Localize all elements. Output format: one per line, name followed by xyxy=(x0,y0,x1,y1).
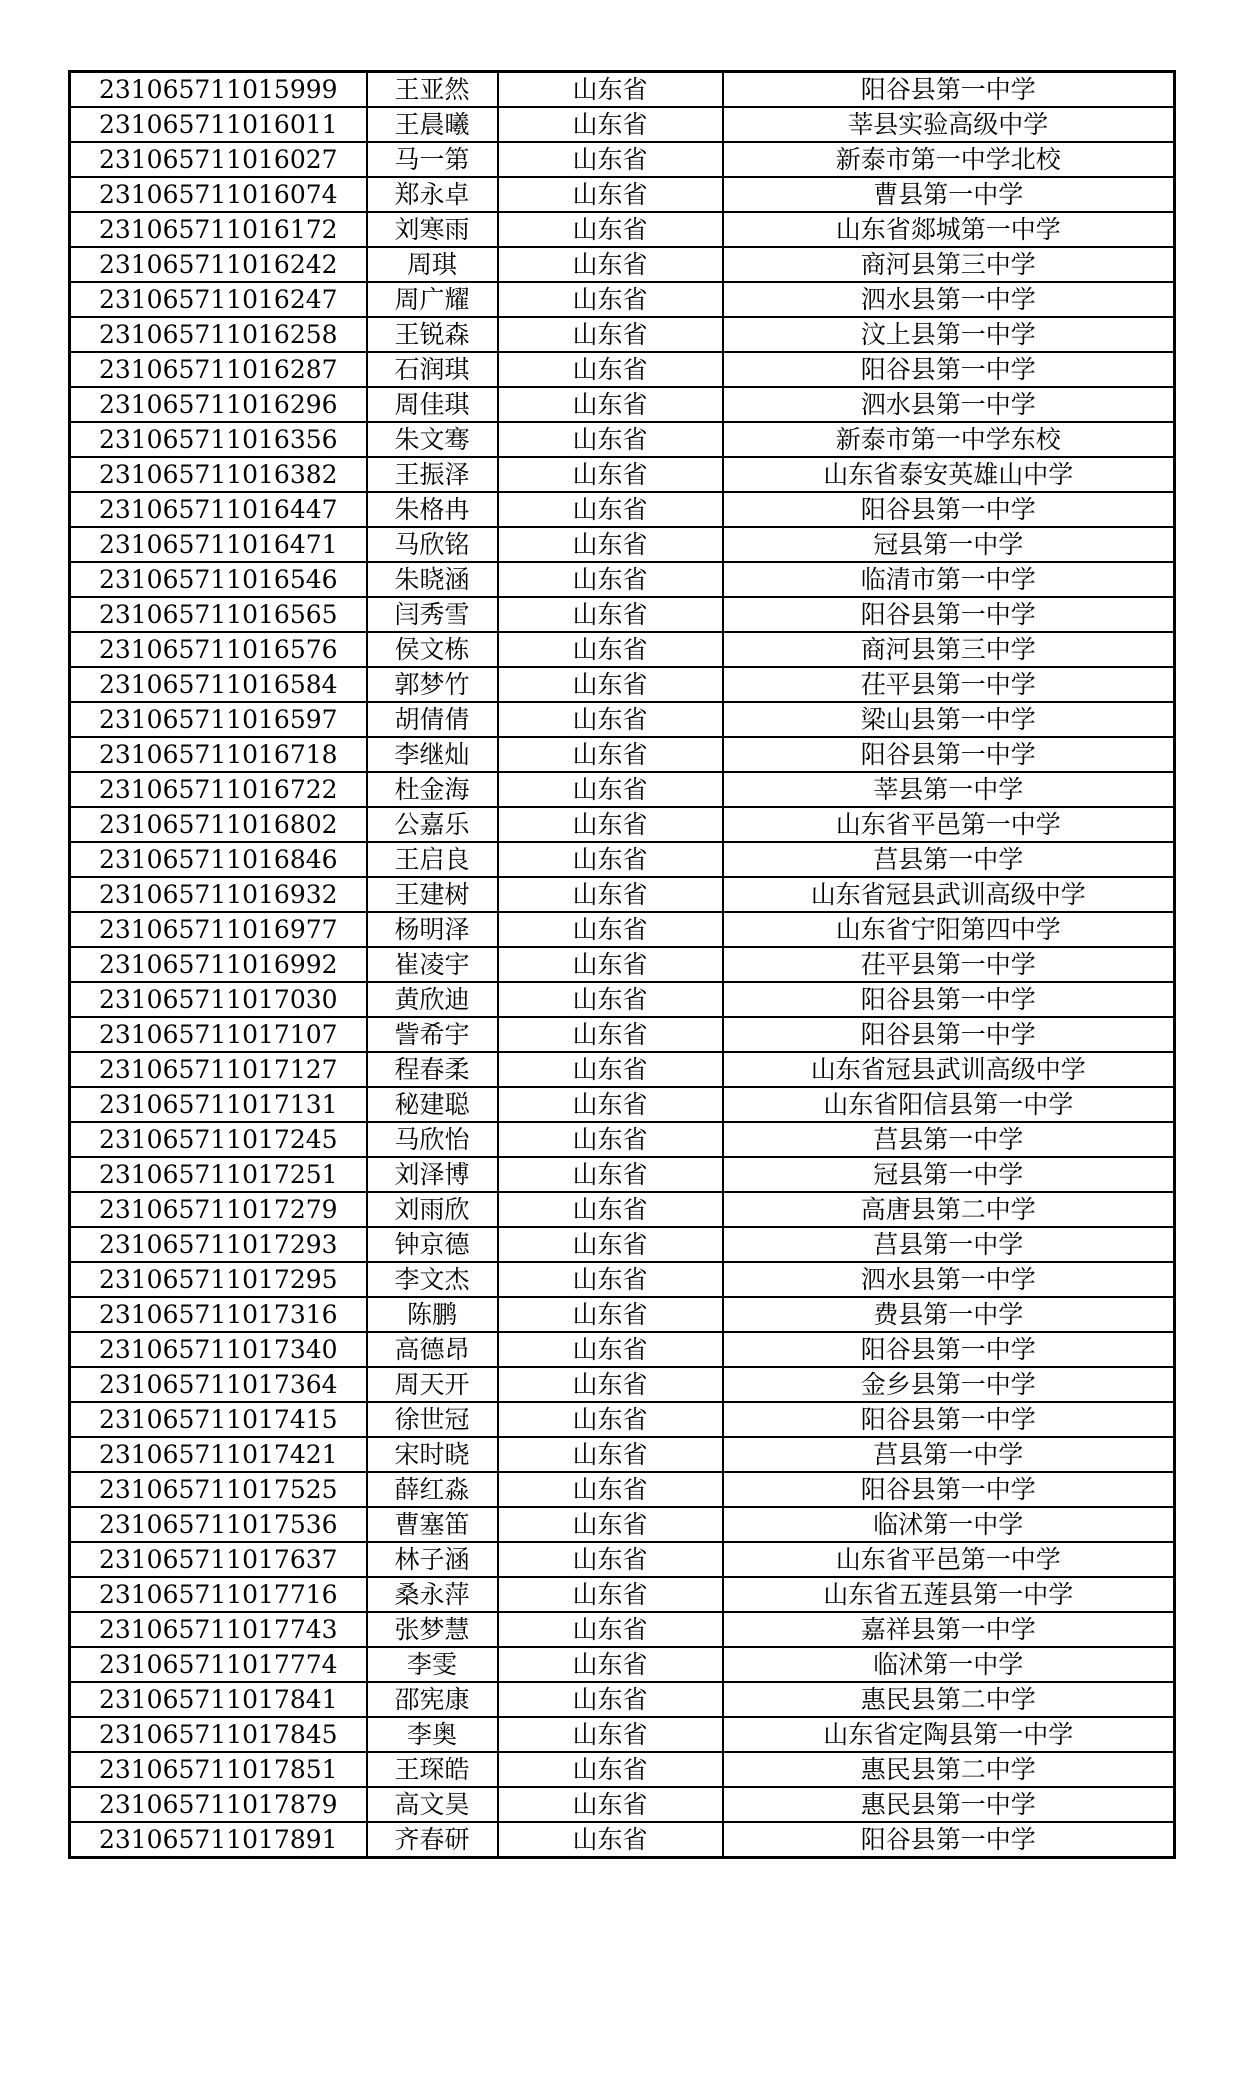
province-cell: 山东省 xyxy=(498,667,723,702)
student-name-cell: 李雯 xyxy=(367,1647,498,1682)
student-name-cell: 薛红淼 xyxy=(367,1472,498,1507)
province-cell: 山东省 xyxy=(498,1192,723,1227)
province-cell: 山东省 xyxy=(498,1052,723,1087)
candidate-id-cell: 231065711017841 xyxy=(70,1682,367,1717)
school-name-cell: 阳谷县第一中学 xyxy=(723,1017,1175,1052)
candidate-id-cell: 231065711017415 xyxy=(70,1402,367,1437)
school-name-cell: 茌平县第一中学 xyxy=(723,947,1175,982)
candidate-id-cell: 231065711017851 xyxy=(70,1752,367,1787)
candidate-id-cell: 231065711017127 xyxy=(70,1052,367,1087)
student-name-cell: 李继灿 xyxy=(367,737,498,772)
candidate-id-cell: 231065711017743 xyxy=(70,1612,367,1647)
candidate-id-cell: 231065711017716 xyxy=(70,1577,367,1612)
school-name-cell: 莘县第一中学 xyxy=(723,772,1175,807)
school-name-cell: 泗水县第一中学 xyxy=(723,282,1175,317)
school-name-cell: 莘县实验高级中学 xyxy=(723,107,1175,142)
table-row xyxy=(70,632,1175,667)
candidate-id-cell: 231065711017131 xyxy=(70,1087,367,1122)
province-cell: 山东省 xyxy=(498,1122,723,1157)
student-name-cell: 马欣怡 xyxy=(367,1122,498,1157)
province-cell: 山东省 xyxy=(498,317,723,352)
candidate-id-cell: 231065711016576 xyxy=(70,632,367,667)
province-cell: 山东省 xyxy=(498,877,723,912)
province-cell: 山东省 xyxy=(498,212,723,247)
candidate-id-cell: 231065711017316 xyxy=(70,1297,367,1332)
table-row xyxy=(70,282,1175,317)
table-row xyxy=(70,702,1175,737)
candidate-id-cell: 231065711017774 xyxy=(70,1647,367,1682)
province-cell: 山东省 xyxy=(498,1087,723,1122)
school-name-cell: 冠县第一中学 xyxy=(723,1157,1175,1192)
table-row xyxy=(70,177,1175,212)
school-name-cell: 山东省平邑第一中学 xyxy=(723,807,1175,842)
province-cell: 山东省 xyxy=(498,562,723,597)
student-name-cell: 高德昂 xyxy=(367,1332,498,1367)
province-cell: 山东省 xyxy=(498,1682,723,1717)
school-name-cell: 山东省冠县武训高级中学 xyxy=(723,1052,1175,1087)
province-cell: 山东省 xyxy=(498,1542,723,1577)
province-cell: 山东省 xyxy=(498,352,723,387)
school-name-cell: 泗水县第一中学 xyxy=(723,1262,1175,1297)
candidate-id-cell: 231065711016287 xyxy=(70,352,367,387)
table-row xyxy=(70,807,1175,842)
student-name-cell: 黄欣迪 xyxy=(367,982,498,1017)
student-name-cell: 刘泽博 xyxy=(367,1157,498,1192)
table-row xyxy=(70,1262,1175,1297)
table-row xyxy=(70,1087,1175,1122)
province-cell: 山东省 xyxy=(498,772,723,807)
province-cell: 山东省 xyxy=(498,1647,723,1682)
school-name-cell: 阳谷县第一中学 xyxy=(723,72,1175,108)
table-row xyxy=(70,142,1175,177)
candidate-id-cell: 231065711017421 xyxy=(70,1437,367,1472)
province-cell: 山东省 xyxy=(498,807,723,842)
school-name-cell: 山东省泰安英雄山中学 xyxy=(723,457,1175,492)
school-name-cell: 山东省宁阳第四中学 xyxy=(723,912,1175,947)
student-name-cell: 公嘉乐 xyxy=(367,807,498,842)
province-cell: 山东省 xyxy=(498,177,723,212)
school-name-cell: 临清市第一中学 xyxy=(723,562,1175,597)
candidate-id-cell: 231065711017536 xyxy=(70,1507,367,1542)
school-name-cell: 商河县第三中学 xyxy=(723,247,1175,282)
province-cell: 山东省 xyxy=(498,1472,723,1507)
province-cell: 山东省 xyxy=(498,1157,723,1192)
table-row xyxy=(70,527,1175,562)
student-name-cell: 张梦慧 xyxy=(367,1612,498,1647)
school-name-cell: 高唐县第二中学 xyxy=(723,1192,1175,1227)
table-row xyxy=(70,772,1175,807)
province-cell: 山东省 xyxy=(498,702,723,737)
school-name-cell: 山东省五莲县第一中学 xyxy=(723,1577,1175,1612)
candidate-id-cell: 231065711015999 xyxy=(70,72,367,108)
school-name-cell: 惠民县第二中学 xyxy=(723,1682,1175,1717)
province-cell: 山东省 xyxy=(498,107,723,142)
table-row xyxy=(70,212,1175,247)
student-name-cell: 王振泽 xyxy=(367,457,498,492)
candidate-id-cell: 231065711017293 xyxy=(70,1227,367,1262)
province-cell: 山东省 xyxy=(498,1227,723,1262)
student-name-cell: 马一第 xyxy=(367,142,498,177)
province-cell: 山东省 xyxy=(498,912,723,947)
candidate-id-cell: 231065711016722 xyxy=(70,772,367,807)
table-row xyxy=(70,1017,1175,1052)
province-cell: 山东省 xyxy=(498,597,723,632)
province-cell: 山东省 xyxy=(498,1822,723,1858)
student-name-cell: 秘建聪 xyxy=(367,1087,498,1122)
school-name-cell: 新泰市第一中学东校 xyxy=(723,422,1175,457)
student-name-cell: 曹塞笛 xyxy=(367,1507,498,1542)
student-name-cell: 李奥 xyxy=(367,1717,498,1752)
table-row xyxy=(70,1332,1175,1367)
student-name-cell: 马欣铭 xyxy=(367,527,498,562)
student-name-cell: 钟京德 xyxy=(367,1227,498,1262)
school-name-cell: 阳谷县第一中学 xyxy=(723,597,1175,632)
candidate-id-cell: 231065711016846 xyxy=(70,842,367,877)
province-cell: 山东省 xyxy=(498,282,723,317)
candidate-id-cell: 231065711017891 xyxy=(70,1822,367,1858)
candidate-id-cell: 231065711016977 xyxy=(70,912,367,947)
province-cell: 山东省 xyxy=(498,1752,723,1787)
school-name-cell: 莒县第一中学 xyxy=(723,1437,1175,1472)
candidate-id-cell: 231065711017364 xyxy=(70,1367,367,1402)
province-cell: 山东省 xyxy=(498,422,723,457)
student-name-cell: 郑永卓 xyxy=(367,177,498,212)
student-name-cell: 郭梦竹 xyxy=(367,667,498,702)
province-cell: 山东省 xyxy=(498,982,723,1017)
province-cell: 山东省 xyxy=(498,142,723,177)
school-name-cell: 茌平县第一中学 xyxy=(723,667,1175,702)
table-row xyxy=(70,912,1175,947)
student-name-cell: 侯文栋 xyxy=(367,632,498,667)
candidate-id-cell: 231065711016242 xyxy=(70,247,367,282)
province-cell: 山东省 xyxy=(498,1787,723,1822)
student-name-cell: 石润琪 xyxy=(367,352,498,387)
student-name-cell: 陈鹏 xyxy=(367,1297,498,1332)
table-row xyxy=(70,72,1175,108)
candidate-id-cell: 231065711016382 xyxy=(70,457,367,492)
table-row xyxy=(70,457,1175,492)
table-row xyxy=(70,1367,1175,1402)
student-name-cell: 林子涵 xyxy=(367,1542,498,1577)
table-row xyxy=(70,597,1175,632)
student-name-cell: 訾希宇 xyxy=(367,1017,498,1052)
province-cell: 山东省 xyxy=(498,1402,723,1437)
table-row xyxy=(70,1122,1175,1157)
candidate-id-cell: 231065711017295 xyxy=(70,1262,367,1297)
table-row xyxy=(70,842,1175,877)
candidate-id-cell: 231065711016565 xyxy=(70,597,367,632)
table-row xyxy=(70,1612,1175,1647)
candidate-id-cell: 231065711017279 xyxy=(70,1192,367,1227)
province-cell: 山东省 xyxy=(498,527,723,562)
table-row xyxy=(70,1437,1175,1472)
school-name-cell: 阳谷县第一中学 xyxy=(723,1402,1175,1437)
province-cell: 山东省 xyxy=(498,1717,723,1752)
student-name-cell: 徐世冠 xyxy=(367,1402,498,1437)
school-name-cell: 阳谷县第一中学 xyxy=(723,352,1175,387)
table-row xyxy=(70,737,1175,772)
school-name-cell: 曹县第一中学 xyxy=(723,177,1175,212)
province-cell: 山东省 xyxy=(498,247,723,282)
school-name-cell: 山东省郯城第一中学 xyxy=(723,212,1175,247)
table-row xyxy=(70,1717,1175,1752)
table-row xyxy=(70,1752,1175,1787)
province-cell: 山东省 xyxy=(498,947,723,982)
candidate-id-cell: 231065711016247 xyxy=(70,282,367,317)
roster-table xyxy=(68,70,1176,1859)
table-row xyxy=(70,1577,1175,1612)
school-name-cell: 新泰市第一中学北校 xyxy=(723,142,1175,177)
table-row xyxy=(70,387,1175,422)
school-name-cell: 莒县第一中学 xyxy=(723,1227,1175,1262)
student-name-cell: 王建树 xyxy=(367,877,498,912)
table-row xyxy=(70,422,1175,457)
school-name-cell: 莒县第一中学 xyxy=(723,1122,1175,1157)
candidate-id-cell: 231065711016584 xyxy=(70,667,367,702)
province-cell: 山东省 xyxy=(498,492,723,527)
candidate-id-cell: 231065711016802 xyxy=(70,807,367,842)
province-cell: 山东省 xyxy=(498,72,723,108)
student-name-cell: 杨明泽 xyxy=(367,912,498,947)
candidate-id-cell: 231065711017340 xyxy=(70,1332,367,1367)
candidate-id-cell: 231065711016546 xyxy=(70,562,367,597)
student-name-cell: 杜金海 xyxy=(367,772,498,807)
student-name-cell: 王琛皓 xyxy=(367,1752,498,1787)
province-cell: 山东省 xyxy=(498,1507,723,1542)
table-row xyxy=(70,1682,1175,1717)
candidate-id-cell: 231065711016992 xyxy=(70,947,367,982)
table-row xyxy=(70,877,1175,912)
table-row xyxy=(70,1402,1175,1437)
student-name-cell: 程春柔 xyxy=(367,1052,498,1087)
province-cell: 山东省 xyxy=(498,1437,723,1472)
province-cell: 山东省 xyxy=(498,1332,723,1367)
table-row xyxy=(70,1472,1175,1507)
school-name-cell: 嘉祥县第一中学 xyxy=(723,1612,1175,1647)
student-name-cell: 周琪 xyxy=(367,247,498,282)
student-name-cell: 朱晓涵 xyxy=(367,562,498,597)
student-name-cell: 李文杰 xyxy=(367,1262,498,1297)
school-name-cell: 冠县第一中学 xyxy=(723,527,1175,562)
school-name-cell: 山东省定陶县第一中学 xyxy=(723,1717,1175,1752)
candidate-id-cell: 231065711017525 xyxy=(70,1472,367,1507)
table-row xyxy=(70,317,1175,352)
school-name-cell: 临沭第一中学 xyxy=(723,1507,1175,1542)
student-name-cell: 王亚然 xyxy=(367,72,498,108)
candidate-id-cell: 231065711016027 xyxy=(70,142,367,177)
school-name-cell: 惠民县第二中学 xyxy=(723,1752,1175,1787)
candidate-id-cell: 231065711016011 xyxy=(70,107,367,142)
school-name-cell: 金乡县第一中学 xyxy=(723,1367,1175,1402)
table-row xyxy=(70,982,1175,1017)
province-cell: 山东省 xyxy=(498,1297,723,1332)
student-name-cell: 周天开 xyxy=(367,1367,498,1402)
table-row xyxy=(70,247,1175,282)
student-name-cell: 宋时晓 xyxy=(367,1437,498,1472)
student-name-cell: 崔凌宇 xyxy=(367,947,498,982)
student-name-cell: 刘寒雨 xyxy=(367,212,498,247)
candidate-id-cell: 231065711016172 xyxy=(70,212,367,247)
candidate-id-cell: 231065711016258 xyxy=(70,317,367,352)
table-row xyxy=(70,1297,1175,1332)
candidate-id-cell: 231065711017879 xyxy=(70,1787,367,1822)
candidate-id-cell: 231065711017251 xyxy=(70,1157,367,1192)
province-cell: 山东省 xyxy=(498,1262,723,1297)
table-row xyxy=(70,1157,1175,1192)
school-name-cell: 阳谷县第一中学 xyxy=(723,1332,1175,1367)
school-name-cell: 费县第一中学 xyxy=(723,1297,1175,1332)
student-name-cell: 王晨曦 xyxy=(367,107,498,142)
student-name-cell: 邵宪康 xyxy=(367,1682,498,1717)
table-row xyxy=(70,1647,1175,1682)
province-cell: 山东省 xyxy=(498,632,723,667)
school-name-cell: 山东省冠县武训高级中学 xyxy=(723,877,1175,912)
candidate-id-cell: 231065711017030 xyxy=(70,982,367,1017)
student-name-cell: 齐春研 xyxy=(367,1822,498,1858)
student-name-cell: 闫秀雪 xyxy=(367,597,498,632)
table-row xyxy=(70,1192,1175,1227)
candidate-id-cell: 231065711017245 xyxy=(70,1122,367,1157)
province-cell: 山东省 xyxy=(498,1612,723,1647)
student-name-cell: 朱文骞 xyxy=(367,422,498,457)
student-name-cell: 王锐森 xyxy=(367,317,498,352)
province-cell: 山东省 xyxy=(498,457,723,492)
school-name-cell: 惠民县第一中学 xyxy=(723,1787,1175,1822)
candidate-id-cell: 231065711017637 xyxy=(70,1542,367,1577)
candidate-id-cell: 231065711016932 xyxy=(70,877,367,912)
school-name-cell: 阳谷县第一中学 xyxy=(723,982,1175,1017)
table-row xyxy=(70,667,1175,702)
student-name-cell: 桑永萍 xyxy=(367,1577,498,1612)
province-cell: 山东省 xyxy=(498,1017,723,1052)
province-cell: 山东省 xyxy=(498,1367,723,1402)
student-name-cell: 胡倩倩 xyxy=(367,702,498,737)
candidate-id-cell: 231065711016471 xyxy=(70,527,367,562)
school-name-cell: 泗水县第一中学 xyxy=(723,387,1175,422)
school-name-cell: 商河县第三中学 xyxy=(723,632,1175,667)
student-name-cell: 朱格冉 xyxy=(367,492,498,527)
roster-table-body xyxy=(70,72,1175,1858)
province-cell: 山东省 xyxy=(498,387,723,422)
candidate-id-cell: 231065711016447 xyxy=(70,492,367,527)
table-row xyxy=(70,947,1175,982)
province-cell: 山东省 xyxy=(498,842,723,877)
student-name-cell: 周广耀 xyxy=(367,282,498,317)
candidate-id-cell: 231065711016718 xyxy=(70,737,367,772)
candidate-id-cell: 231065711017845 xyxy=(70,1717,367,1752)
table-row xyxy=(70,492,1175,527)
candidate-id-cell: 231065711016356 xyxy=(70,422,367,457)
table-row xyxy=(70,1822,1175,1858)
school-name-cell: 山东省阳信县第一中学 xyxy=(723,1087,1175,1122)
candidate-id-cell: 231065711016597 xyxy=(70,702,367,737)
candidate-id-cell: 231065711016074 xyxy=(70,177,367,212)
table-row xyxy=(70,1227,1175,1262)
student-name-cell: 周佳琪 xyxy=(367,387,498,422)
candidate-id-cell: 231065711016296 xyxy=(70,387,367,422)
school-name-cell: 汶上县第一中学 xyxy=(723,317,1175,352)
school-name-cell: 梁山县第一中学 xyxy=(723,702,1175,737)
table-row xyxy=(70,1507,1175,1542)
school-name-cell: 莒县第一中学 xyxy=(723,842,1175,877)
table-row xyxy=(70,352,1175,387)
province-cell: 山东省 xyxy=(498,737,723,772)
school-name-cell: 山东省平邑第一中学 xyxy=(723,1542,1175,1577)
table-row xyxy=(70,107,1175,142)
table-row xyxy=(70,562,1175,597)
school-name-cell: 阳谷县第一中学 xyxy=(723,492,1175,527)
school-name-cell: 临沭第一中学 xyxy=(723,1647,1175,1682)
student-name-cell: 王启良 xyxy=(367,842,498,877)
table-row xyxy=(70,1542,1175,1577)
table-row xyxy=(70,1052,1175,1087)
student-name-cell: 刘雨欣 xyxy=(367,1192,498,1227)
candidate-id-cell: 231065711017107 xyxy=(70,1017,367,1052)
student-name-cell: 高文昊 xyxy=(367,1787,498,1822)
province-cell: 山东省 xyxy=(498,1577,723,1612)
school-name-cell: 阳谷县第一中学 xyxy=(723,1472,1175,1507)
table-row xyxy=(70,1787,1175,1822)
school-name-cell: 阳谷县第一中学 xyxy=(723,1822,1175,1858)
school-name-cell: 阳谷县第一中学 xyxy=(723,737,1175,772)
